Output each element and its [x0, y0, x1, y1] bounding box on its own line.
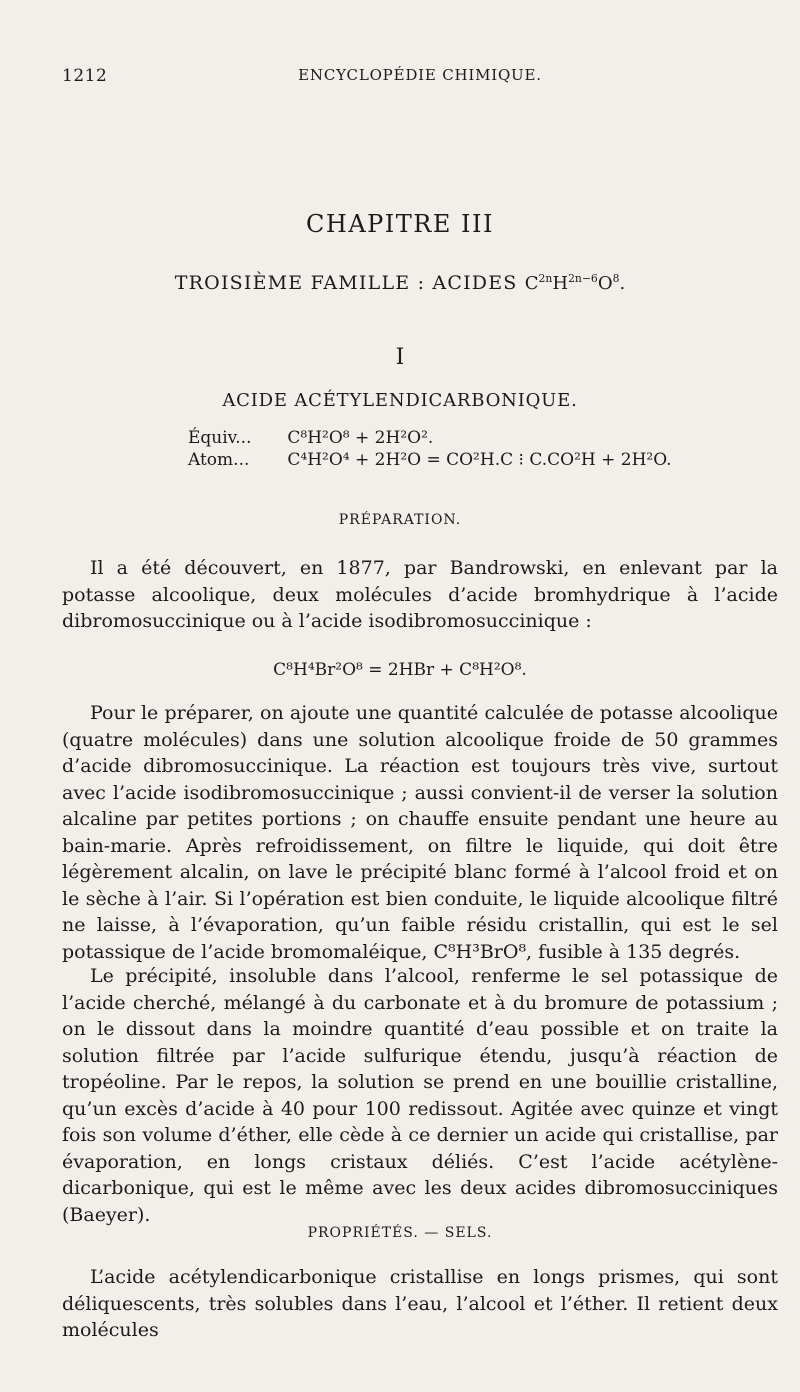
properties-paragraph-1: L’acide acétylendicarbonique cristallise en longs prismes, qui sont déliquescents, très solubles dans l’eau, l’alcool et l’éther. Il retient deux molécules [62, 1266, 778, 1341]
preparation-paragraph-3: Le précipité, insoluble dans l’alcool, renferme le sel potassique de l’acide cherché, mélangé à du carbonate et à du bromure de potassium ; on le dissout dans la moindre quantité d’eau possible et on traite la solution filtrée par l’acide sulfurique étendu, jusqu’à réaction de tropéoline. Par le repos, la solution se prend en une bouillie cristalline, qu’un excès d’acide à 40 pour 100 redissout. Agitée avec quinze et vingt fois son volume d’éther, elle cède à ce dernier un acide qui cristallise, par évaporation, en longs cristaux déliés. C’est l’acide acétylène-dicarbonique, qui est le même avec les deux acides dibromosucciniques (Baeyer). [62, 965, 778, 1226]
properties-heading: PROPRIÉTÉS. — SELS. [307, 1225, 493, 1241]
preparation-heading: PRÉPARATION. [338, 512, 462, 528]
preparation-paragraph-1: Il a été découvert, en 1877, par Bandrowski, en enlevant par la potasse alcoolique, deux molécules d’acide bromhydrique à l’acide dibromosuccinique ou à l’acide isodibromosuccinique : [62, 557, 778, 632]
atom-label: Atom... [188, 450, 250, 470]
equivalent-formula [188, 428, 433, 448]
running-title: ENCYCLOPÉDIE CHIMIQUE. [298, 66, 542, 84]
section-numeral: I [395, 345, 405, 370]
family-formula: $C^{2n}H^{2n-6}O^8$. [524, 272, 626, 294]
page-number: 1212 [62, 66, 108, 86]
chapter-title: CHAPITRE III [306, 210, 494, 238]
atom-value: C⁴H²O⁴ + 2H²O = CO²H.C ⁝ C.CO²H + 2H²O. [287, 450, 672, 470]
preparation-paragraph-2: Pour le préparer, on ajoute une quantité calculée de potasse alcoolique (quatre molécules) dans une solution alcoolique froide de 50 grammes d’acide dibromosuccinique. La réaction est toujours très vive, surtout avec l’acide isodibromosuccinique ; aussi convient-il de verser la solution alcaline par petites portions ; on chauffe ensuite pendant une heure au bain-marie. Après refroidissement, on filtre le liquide, qui doit être légèrement alcalin, on lave le précipité blanc formé à l’alcool froid et on le sèche à l’air. Si l’opération est bien conduite, le liquide alcoolique filtré ne laisse, à l’évaporation, qu’un faible résidu cristallin, qui est le sel potassique de l’acide bromomaléique, C⁸H³BrO⁸, fusible à 135 degrés. [62, 702, 778, 963]
atomic-formula [188, 450, 672, 470]
family-label: TROISIÈME FAMILLE : ACIDES [174, 272, 518, 294]
reaction-equation: C⁸H⁴Br²O⁸ = 2HBr + C⁸H²O⁸. [273, 660, 527, 680]
acid-title: ACIDE ACÉTYLENDICARBONIQUE. [222, 390, 578, 411]
equiv-label: Équiv... [188, 428, 252, 448]
page-header [62, 66, 778, 90]
family-title [0, 272, 800, 294]
equiv-value: C⁸H²O⁸ + 2H²O². [287, 428, 434, 448]
